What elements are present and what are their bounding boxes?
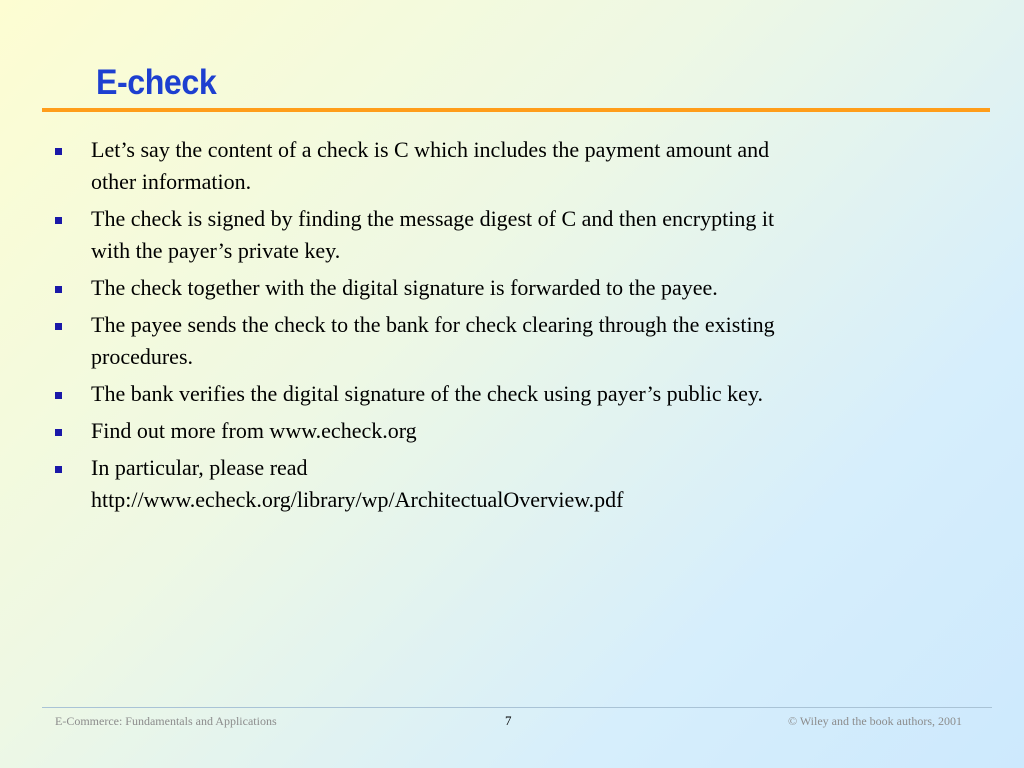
slide-title: E-check xyxy=(96,63,217,102)
bullet-list xyxy=(52,134,952,521)
square-bullet-icon xyxy=(55,323,62,330)
bullet-item xyxy=(52,134,952,198)
bullet-text-line: with the payer’s private key. xyxy=(91,238,341,263)
bullet-text-line: procedures. xyxy=(91,344,194,369)
bullet-text-line-url: http://www.echeck.org/library/wp/ArchitectualOverview.pdf xyxy=(91,487,624,512)
bullet-text-line: The payee sends the check to the bank for check clearing through the existing xyxy=(91,312,775,337)
footer-course-title: E-Commerce: Fundamentals and Applications xyxy=(55,714,277,728)
bullet-text-line: Find out more from www.echeck.org xyxy=(91,418,417,443)
bullet-item xyxy=(52,272,952,304)
square-bullet-icon xyxy=(55,466,62,473)
square-bullet-icon xyxy=(55,148,62,155)
footer-copyright: © Wiley and the book authors, 2001 xyxy=(787,714,962,728)
bullet-text-line: The check is signed by finding the message digest of C and then encrypting it xyxy=(91,206,775,231)
square-bullet-icon xyxy=(55,217,62,224)
bullet-item xyxy=(52,378,952,410)
square-bullet-icon xyxy=(55,429,62,436)
bullet-text-line: other information. xyxy=(91,169,252,194)
footer-divider xyxy=(42,707,992,708)
bullet-item xyxy=(52,415,952,447)
page-number: 7 xyxy=(505,713,512,728)
title-underline xyxy=(42,108,990,112)
square-bullet-icon xyxy=(55,286,62,293)
bullet-text-line: The bank verifies the digital signature of the check using payer’s public key. xyxy=(91,381,764,406)
bullet-item xyxy=(52,309,952,373)
bullet-text-line: In particular, please read xyxy=(91,455,308,480)
bullet-item xyxy=(52,452,952,516)
bullet-item xyxy=(52,203,952,267)
bullet-text-line: Let’s say the content of a check is C which includes the payment amount and xyxy=(91,137,770,162)
bullet-text-line: The check together with the digital signature is forwarded to the payee. xyxy=(91,275,718,300)
square-bullet-icon xyxy=(55,392,62,399)
